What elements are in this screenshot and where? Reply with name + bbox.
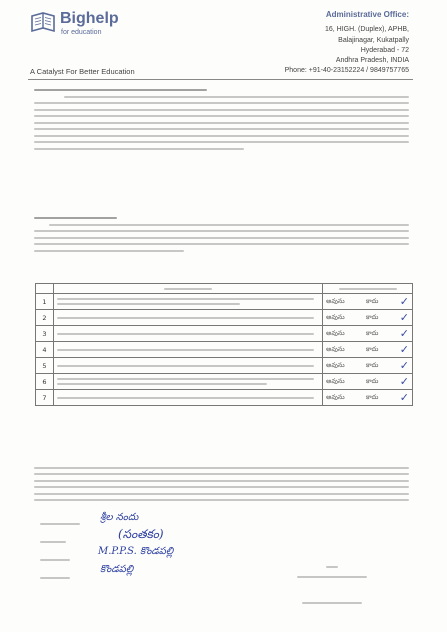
- office-phone: Phone: +91-40-23152224 / 9849757765: [284, 67, 409, 75]
- check-mark-icon: ✓: [399, 295, 409, 308]
- closing-paragraph: [34, 462, 409, 506]
- check-mark-icon: ✓: [399, 311, 409, 324]
- table-row: 7 అవును కాదు ✓: [36, 390, 413, 406]
- header-divider: [28, 79, 413, 80]
- office-line: 16, HIGH. (Duplex), APHB,: [324, 26, 409, 34]
- section-paragraph: [34, 212, 409, 256]
- handwritten-name: శ్రీల నందు: [100, 512, 139, 523]
- office-line: Balajinagar, Kukatpally: [338, 36, 409, 44]
- field-row: [40, 556, 100, 566]
- table-row: 2 అవును కాదు ✓: [36, 310, 413, 326]
- office-title: Administrative Office:: [325, 10, 409, 19]
- office-line: Andhra Pradesh, INDIA: [335, 57, 409, 65]
- signature-block: [297, 566, 367, 604]
- table-header-row: [36, 284, 413, 294]
- check-mark-icon: ✓: [399, 327, 409, 340]
- field-row: [40, 538, 100, 548]
- table-row: 1 అవును కాదు ✓: [36, 294, 413, 310]
- table-row: 6 అవును కాదు ✓: [36, 374, 413, 390]
- table-row: 3 అవును కాదు ✓: [36, 326, 413, 342]
- greeting-paragraph: [34, 84, 409, 154]
- tagline: A Catalyst For Better Education: [30, 67, 135, 76]
- office-line: Hyderabad - 72: [360, 46, 409, 54]
- check-mark-icon: ✓: [399, 391, 409, 404]
- handwritten-village: కొండపల్లి: [100, 564, 134, 575]
- brand-subtitle: for education: [61, 29, 102, 36]
- check-mark-icon: ✓: [399, 343, 409, 356]
- field-row: [40, 574, 100, 584]
- brand-name: Bighelp: [60, 10, 119, 27]
- book-logo-icon: [30, 10, 56, 34]
- handwritten-school: M.P.P.S. కొండపల్లి: [98, 546, 174, 557]
- check-mark-icon: ✓: [399, 359, 409, 372]
- field-row: [40, 520, 100, 530]
- office-address: [285, 10, 409, 77]
- table-row: 5 అవును కాదు ✓: [36, 358, 413, 374]
- handwritten-signature: (సంతకం): [118, 527, 164, 541]
- questionnaire-table: [35, 283, 413, 406]
- table-row: 4 అవును కాదు ✓: [36, 342, 413, 358]
- check-mark-icon: ✓: [399, 375, 409, 388]
